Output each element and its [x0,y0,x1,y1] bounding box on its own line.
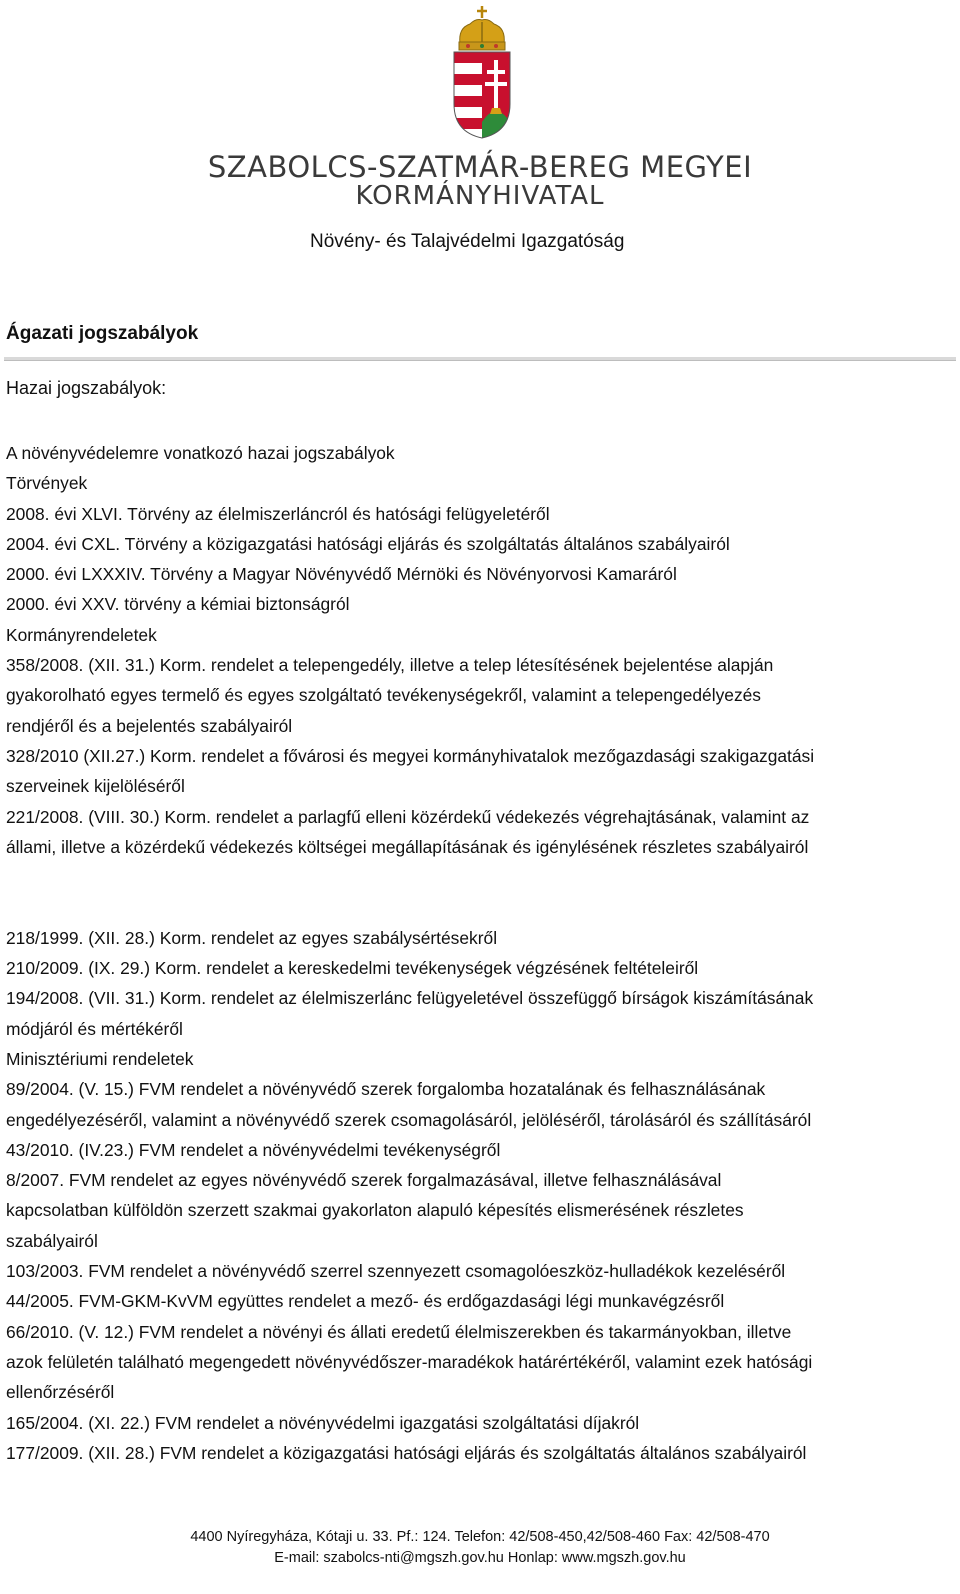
list-item: 218/1999. (XII. 28.) Korm. rendelet az egyes szabálysértésekről [6,927,498,948]
list-item: rendjéről és a bejelentés szabályairól [6,715,293,736]
section-title: Ágazati jogszabályok [6,323,199,344]
list-item: 177/2009. (XII. 28.) FVM rendelet a közigazgatási hatósági eljárás és szolgáltatás általános szabályairól [6,1442,807,1463]
legislation-list [6,438,956,1468]
list-item: 194/2008. (VII. 31.) Korm. rendelet az élelmiszerlánc felügyeletével összefüggő bírságok kiszámításának [6,988,814,1009]
directorate-name: Növény- és Talajvédelmi Igazgatóság [310,231,625,252]
list-item: 43/2010. (IV.23.) FVM rendelet a növényvédelmi tevékenységről [6,1139,501,1160]
list-item: A növényvédelemre vonatkozó hazai jogszabályok [6,443,395,463]
list-item: 44/2005. FVM-GKM-KvVM együttes rendelet a mező- és erdőgazdasági légi munkavégzésről [6,1291,725,1312]
list-heading: Kormányrendeletek [6,624,157,645]
footer [0,1527,960,1569]
list-heading: Minisztériumi rendeletek [6,1048,194,1069]
list-item: 2000. évi XXV. törvény a kémiai biztonságról [6,594,350,615]
list-item: 103/2003. FVM rendelet a növényvédő szerrel szennyezett csomagolóeszköz-hulladékok kezeléséről [6,1261,786,1282]
crown-icon [459,6,505,50]
list-heading: Törvények [6,473,88,494]
divider [4,357,956,361]
footer-address: 4400 Nyíregyháza, Kótaji u. 33. Pf.: 124. Telefon: 42/508-450,42/508-460 Fax: 42/508-470 [190,1529,770,1545]
list-item: 210/2009. (IX. 29.) Korm. rendelet a kereskedelmi tevékenységek végzésének feltételeiről [6,958,699,979]
sub-heading: Hazai jogszabályok: [6,378,167,398]
list-item: 328/2010 (XII.27.) Korm. rendelet a fővárosi és megyei kormányhivatalok mezőgazdasági szakigazgatási [6,745,815,766]
list-item: 2004. évi CXL. Törvény a közigazgatási hatósági eljárás és szolgáltatás általános szabályairól [6,533,730,554]
list-item: 89/2004. (V. 15.) FVM rendelet a növényvédő szerek forgalomba hozatalának és felhasználásának [6,1079,766,1100]
list-item: kapcsolatban külföldön szerzett szakmai gyakorlaton alapuló képesítés elismerésének részletes [6,1200,744,1221]
list-item: 2000. évi LXXXIV. Törvény a Magyar Növényvédő Mérnöki és Növényorvosi Kamaráról [6,564,677,585]
list-item: azok felületén található megengedett növényvédőszer-maradékok határértékéről, valamint ezek hatósági [6,1351,813,1372]
organization-name-line2: KORMÁNYHIVATAL [355,181,605,211]
list-item: szabályairól [6,1230,98,1251]
organization-name-line1: SZABOLCS-SZATMÁR-BEREG MEGYEI [207,150,753,184]
list-item: állami, illetve a közérdekű védekezés költségei megállapításának és igénylésének részletes szabályairól [6,836,809,857]
list-item: szerveinek kijelöléséről [6,776,185,797]
coat-of-arms-icon [450,4,514,140]
list-item: 66/2010. (V. 12.) FVM rendelet a növényi és állati eredetű élelmiszerekben és takarmányokban, illetve [6,1321,792,1342]
footer-contact: E-mail: szabolcs-nti@mgszh.gov.hu Honlap: www.mgszh.gov.hu [274,1550,686,1566]
list-item: 358/2008. (XII. 31.) Korm. rendelet a telepengedély, illetve a telep létesítésének bejelentése alapján [6,655,774,676]
list-item: 165/2004. (XI. 22.) FVM rendelet a növényvédelmi igazgatási szolgáltatási díjakról [6,1412,640,1433]
list-item: 8/2007. FVM rendelet az egyes növényvédő szerek forgalmazásával, illetve felhasználásával [6,1170,722,1191]
list-item: engedélyezéséről, valamint a növényvédő szerek csomagolásáról, jelöléséről, tárolásáról és szállításáról [6,1109,812,1130]
list-item: 2008. évi XLVI. Törvény az élelmiszerláncról és hatósági felügyeletéről [6,503,550,524]
list-item: módjáról és mértékéről [6,1018,183,1039]
list-item: 221/2008. (VIII. 30.) Korm. rendelet a parlagfű elleni közérdekű védekezés végrehajtásának, valamint az [6,806,810,827]
list-item: gyakorolható egyes termelő és egyes szolgáltató tevékenységekről, valamint a telepengedélyezés [6,685,762,706]
list-item: ellenőrzéséről [6,1382,115,1403]
